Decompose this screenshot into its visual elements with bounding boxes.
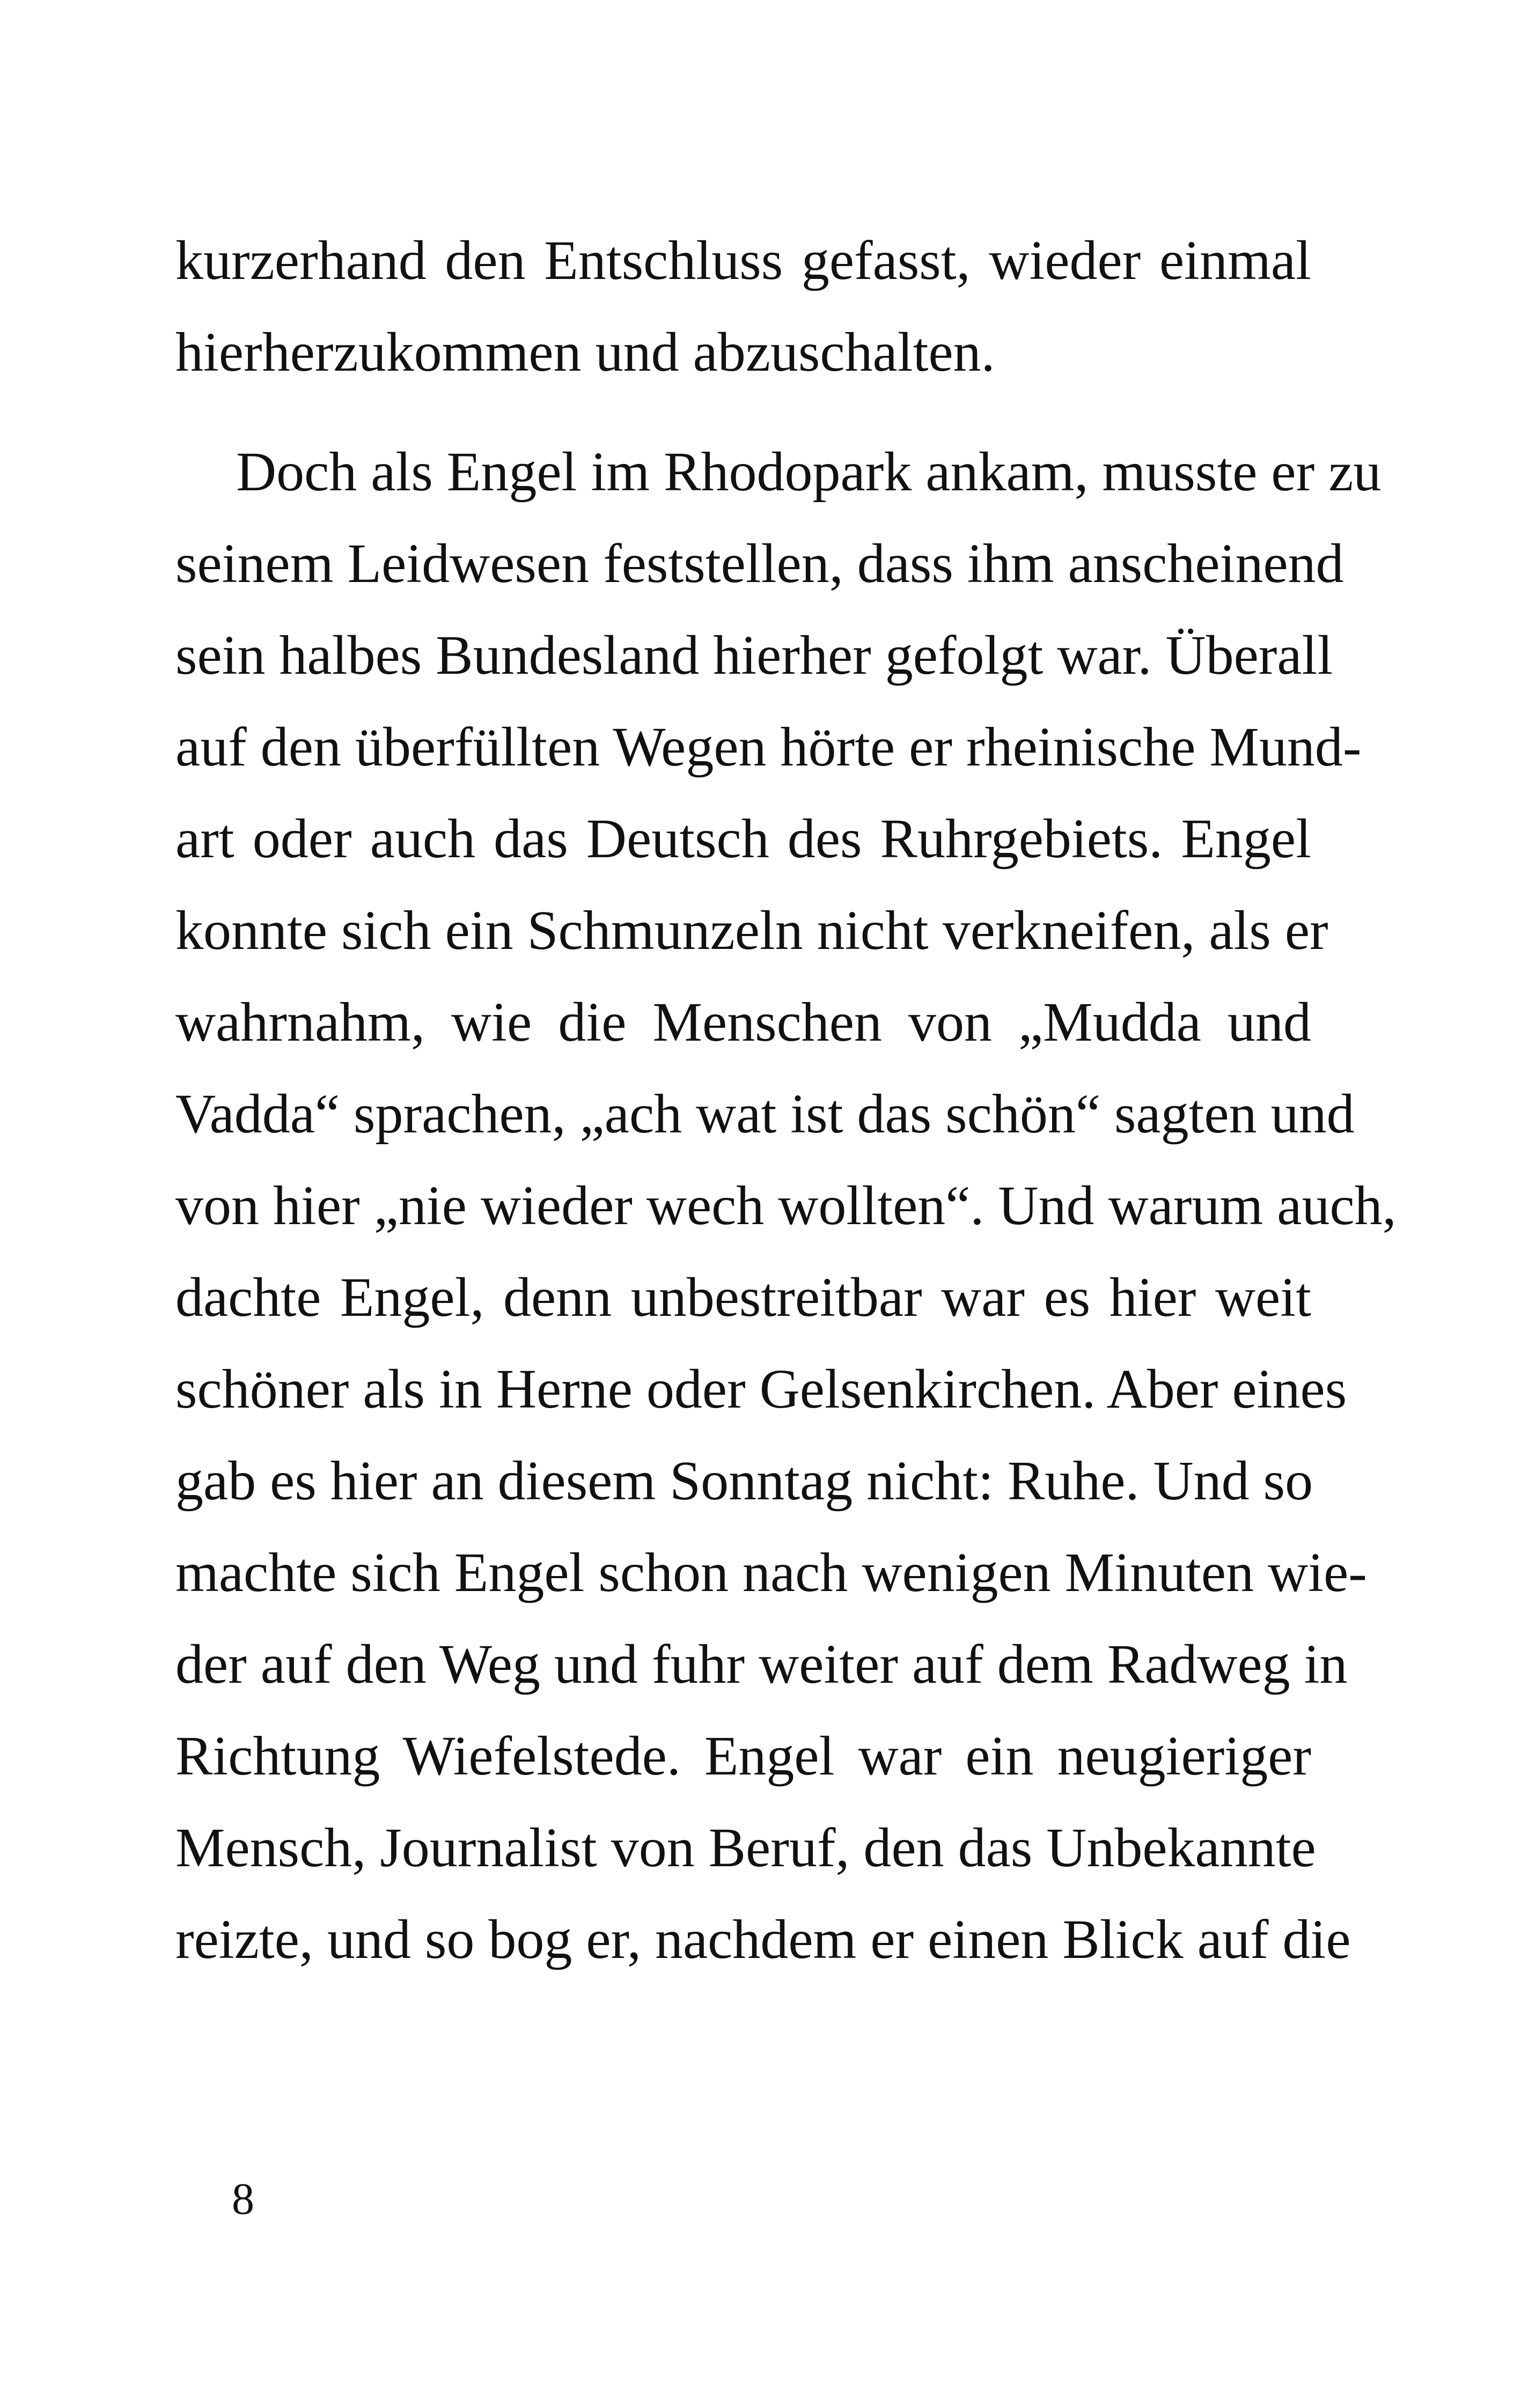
page-number: 8: [232, 2174, 254, 2224]
text-line: konnte sich ein Schmunzeln nicht verkneifen, als er: [175, 900, 1328, 961]
text-line: Richtung Wiefelstede. Engel war ein neugieriger: [175, 1725, 1311, 1787]
paragraph-gap: [175, 398, 1311, 426]
text-line: kurzerhand den Entschluss gefasst, wieder einmal: [175, 230, 1311, 291]
text-line: art oder auch das Deutsch des Ruhrgebiets. Engel: [175, 808, 1311, 870]
text-line: gab es hier an diesem Sonntag nicht: Ruhe. Und so: [175, 1450, 1313, 1512]
text-line: seinem Leidwesen feststellen, dass ihm anscheinend: [175, 533, 1344, 594]
text-line: von hier „nie wieder wech wollten“. Und warum auch,: [175, 1175, 1397, 1236]
text-line: Mensch, Journalist von Beruf, den das Unbekannte: [175, 1817, 1316, 1879]
text-line: wahrnahm, wie die Menschen von „Mudda und: [175, 991, 1311, 1053]
body-text: [175, 215, 1397, 1985]
text-line: schöner als in Herne oder Gelsenkirchen. Aber eines: [175, 1358, 1347, 1420]
text-line: Vadda“ sprachen, „ach wat ist das schön“ sagten und: [175, 1083, 1355, 1145]
text-line: hierherzukommen und abzuschalten.: [175, 321, 995, 383]
text-line: auf den überfüllten Wegen hörte er rheinische Mund-: [175, 716, 1362, 778]
text-line: sein halbes Bundesland hierher gefolgt war. Überall: [175, 624, 1333, 686]
text-line: der auf den Weg und fuhr weiter auf dem Radweg in: [175, 1633, 1348, 1695]
text-line: reizte, und so bog er, nachdem er einen Blick auf die: [175, 1909, 1351, 1970]
text-line: Doch als Engel im Rhodopark ankam, musste er zu: [236, 441, 1382, 503]
text-line: machte sich Engel schon nach wenigen Minuten wie-: [175, 1542, 1367, 1603]
text-line: dachte Engel, denn unbestreitbar war es hier weit: [175, 1266, 1311, 1328]
